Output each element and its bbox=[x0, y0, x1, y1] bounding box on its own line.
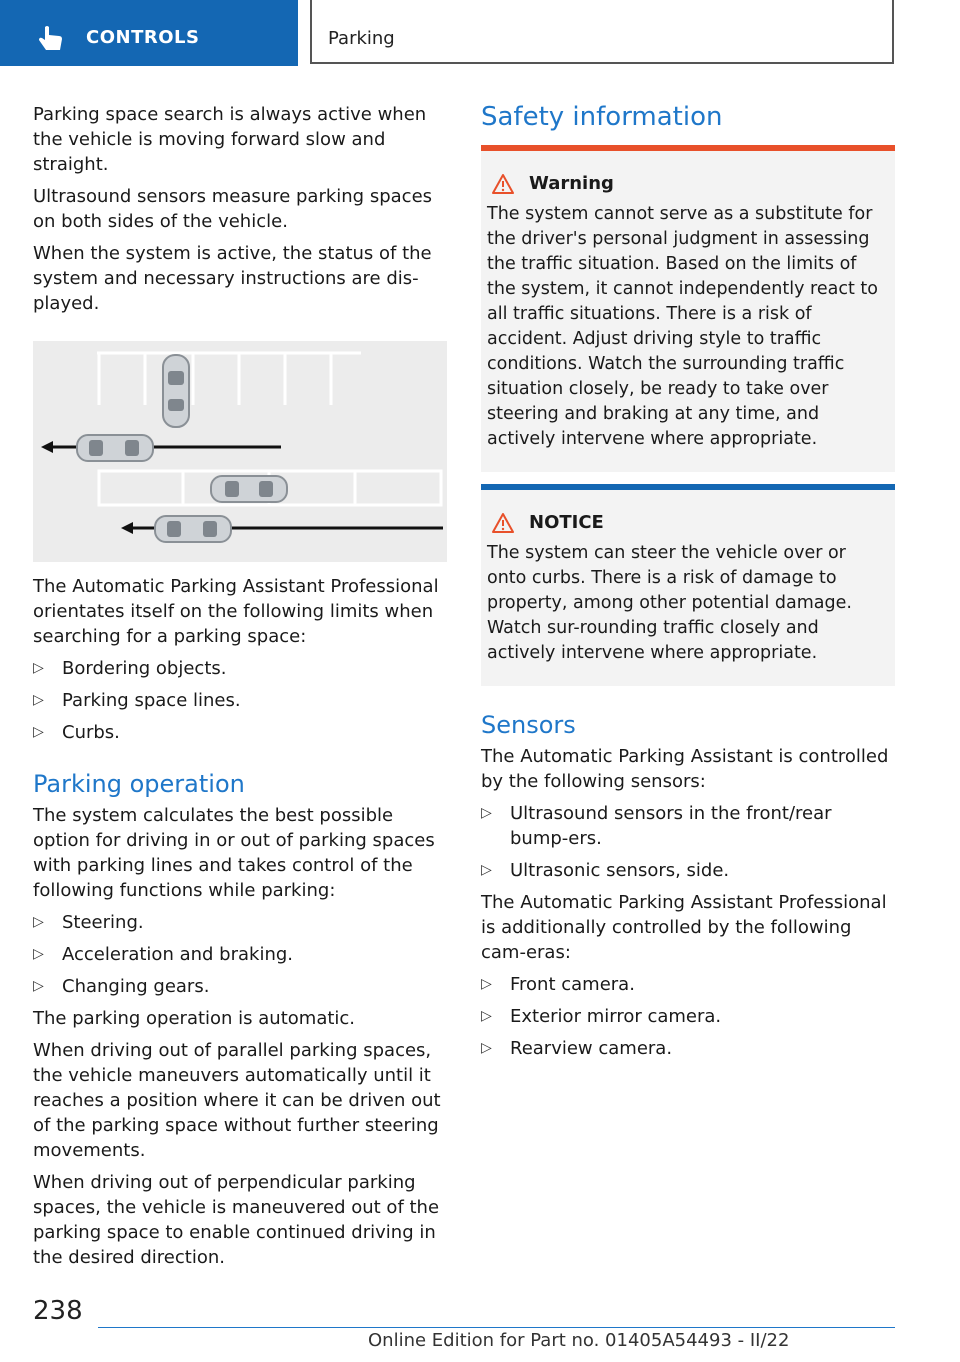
cameras-text: The Automatic Parking Assistant Professional is additionally controlled by the following cam-eras: bbox=[481, 892, 887, 963]
section-tab bbox=[0, 0, 298, 66]
notice-title: NOTICE bbox=[529, 512, 604, 533]
warning-box bbox=[481, 145, 895, 472]
warning-text: The system cannot serve as a substitute for the driver's personal judgment in assessing the traffic situation. Based on the limits of the system, it cannot independently react to all traffic situations. There is a risk of accident. Adjust driving style to traffic conditions. Watch the surrounding traffic situation closely, be ready to take over steering and braking at any time, and actively intervene where appropriate. bbox=[487, 204, 878, 449]
list-item: ▷ Bordering objects. bbox=[33, 656, 449, 681]
safety-heading: Safety information bbox=[481, 102, 723, 132]
list-item: ▷ Rearview camera. bbox=[481, 1036, 895, 1061]
warning-title-row bbox=[487, 171, 889, 196]
warning-triangle-icon bbox=[491, 173, 515, 195]
paragraph: When driving out of perpendicular parking spaces, the vehicle is maneuvered out of the parking space to enable continued driving in the desired direction. bbox=[33, 1172, 440, 1268]
list-item: ▷ Front camera. bbox=[481, 972, 895, 997]
list-item: ▷ Curbs. bbox=[33, 720, 449, 745]
list-item: ▷ Ultrasound sensors in the front/rear bump-ers. bbox=[481, 801, 895, 851]
notice-triangle-icon bbox=[491, 512, 515, 534]
list-item: ▷ Parking space lines. bbox=[33, 688, 449, 713]
page-number: 238 bbox=[33, 1296, 83, 1326]
intro-paragraph: When the system is active, the status of the system and necessary instructions are dis-played. bbox=[33, 243, 432, 314]
notice-box bbox=[481, 484, 895, 686]
left-column bbox=[33, 102, 449, 1277]
parking-operation-text: The system calculates the best possible option for driving in or out of parking spaces with parking lines and takes control of the following functions while parking: bbox=[33, 805, 435, 901]
section-title: CONTROLS bbox=[86, 27, 200, 48]
list-item: ▷ Steering. bbox=[33, 910, 449, 935]
cameras-list bbox=[481, 972, 895, 1061]
right-column bbox=[481, 102, 895, 1068]
paragraph: When driving out of parallel parking spaces, the vehicle maneuvers automatically until it reaches a position where it can be driven out of the parking space without further steering movements. bbox=[33, 1040, 441, 1161]
sensors-heading: Sensors bbox=[481, 711, 576, 739]
limits-text: The Automatic Parking Assistant Professional orientates itself on the following limits when searching for a parking space: bbox=[33, 576, 439, 647]
functions-list bbox=[33, 910, 449, 999]
limits-list bbox=[33, 656, 449, 745]
list-item: ▷ Acceleration and braking. bbox=[33, 942, 449, 967]
intro-paragraph: Parking space search is always active when the vehicle is moving forward slow and straight. bbox=[33, 104, 427, 175]
notice-text: The system can steer the vehicle over or onto curbs. There is a risk of damage to property, among other potential damage. Watch sur-rounding traffic closely and actively intervene where appropriate. bbox=[487, 543, 852, 663]
notice-title-row bbox=[487, 510, 889, 535]
hand-pointer-icon bbox=[36, 24, 66, 54]
parking-diagram-icon bbox=[33, 341, 447, 562]
parking-diagram bbox=[33, 341, 447, 562]
paragraph: The parking operation is automatic. bbox=[33, 1008, 356, 1029]
intro-paragraph: Ultrasound sensors measure parking spaces on both sides of the vehicle. bbox=[33, 186, 433, 232]
sensors-text: The Automatic Parking Assistant is controlled by the following sensors: bbox=[481, 746, 889, 792]
footer-divider bbox=[98, 1327, 895, 1328]
parking-operation-heading: Parking operation bbox=[33, 770, 245, 798]
warning-title: Warning bbox=[529, 173, 614, 194]
list-item: ▷ Changing gears. bbox=[33, 974, 449, 999]
footer-edition: Online Edition for Part no. 01405A54493 - II/22 bbox=[368, 1330, 790, 1351]
list-item: ▷ Exterior mirror camera. bbox=[481, 1004, 895, 1029]
chapter-title: Parking bbox=[328, 28, 395, 49]
sensors-list bbox=[481, 801, 895, 883]
chapter-box bbox=[310, 0, 894, 64]
list-item: ▷ Ultrasonic sensors, side. bbox=[481, 858, 895, 883]
